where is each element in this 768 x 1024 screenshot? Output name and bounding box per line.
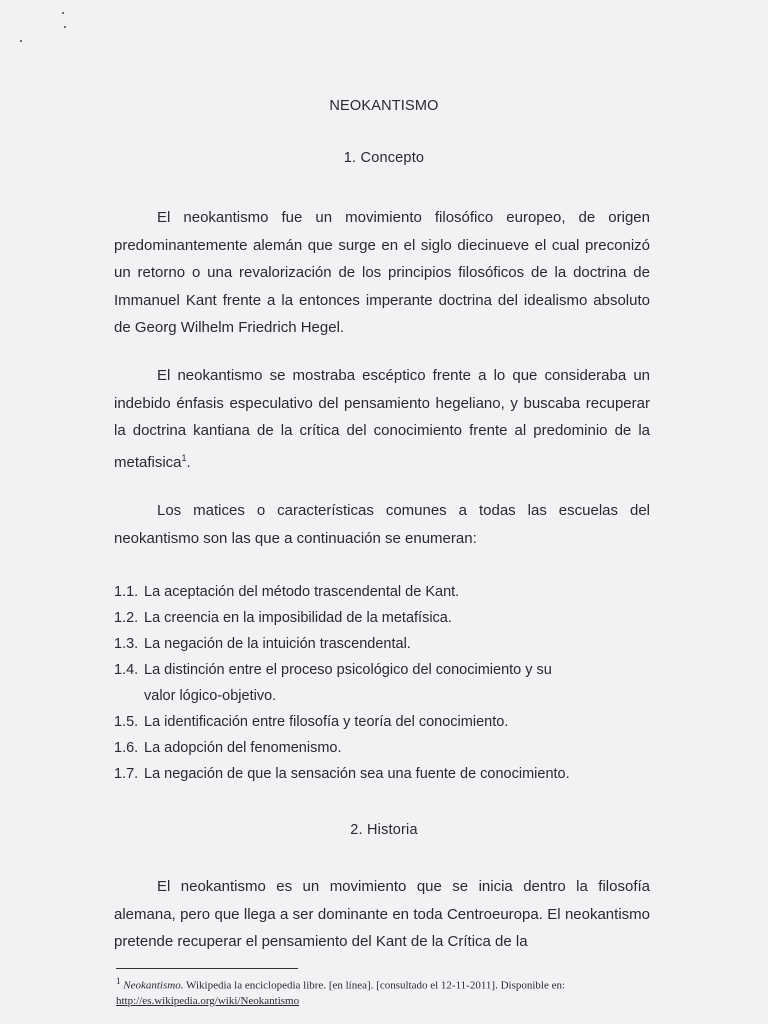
list-item-number: 1.4. (114, 662, 139, 678)
footnote-marker: 1 (116, 976, 121, 986)
list-item (114, 657, 564, 709)
list-item (114, 709, 674, 735)
list-item-text: La aceptación del método trascendental de Kant. (144, 584, 460, 600)
list-item-number: 1.6. (114, 740, 139, 756)
list-item-text: La negación de que la sensación sea una fuente de conocimiento. (144, 766, 570, 782)
footnote-reference: 1 (181, 452, 187, 463)
list-item (114, 761, 674, 787)
list-item-number: 1.2. (114, 610, 139, 626)
list-item-number: 1.1. (114, 584, 139, 600)
paragraph-history: El neokantismo es un movimiento que se inicia dentro la filosofía alemana, pero que llega a ser dominante en toda Centroeuropa. El neokantismo pretende recuperar el pensamiento del Kant de la Crítica de la (114, 878, 650, 950)
paragraph-skepticism-text: El neokantismo se mostraba escéptico frente a lo que consideraba un indebido énfasis especulativo del pensamiento hegeliano, y buscaba recuperar la doctrina kantiana de la crítica del conocimiento frente al predominio de la metafisica (114, 367, 650, 471)
scan-speck (64, 26, 66, 28)
page-title: NEOKANTISMO (329, 98, 439, 114)
section-heading-historia: 2. Historia (350, 822, 418, 838)
list-item (114, 631, 674, 657)
scan-speck (62, 12, 64, 14)
list-item-text: La identificación entre filosofía y teoría del conocimiento. (144, 714, 509, 730)
paragraph-skepticism: El neokantismo se mostraba escéptico frente a lo que consideraba un indebido énfasis especulativo del pensamiento hegeliano, y buscaba recuperar la doctrina kantiana de la crítica del conocimiento frente al predominio de la metafisica$^1$. (114, 367, 650, 471)
scan-speck (20, 40, 22, 42)
section-heading-concepto: 1. Concepto (343, 150, 425, 166)
footnote-divider (116, 968, 298, 969)
paragraph-definition: El neokantismo fue un movimiento filosófico europeo, de origen predominantemente alemán que surge en el siglo diecinueve el cual preconizó un retorno o una revalorización de los principios filosóficos de la doctrina de Immanuel Kant frente a la entonces imperante doctrina del idealismo absoluto de Georg Wilhelm Friedrich Hegel. (114, 209, 650, 336)
list-item-text: La distinción entre el proceso psicológico del conocimiento y su valor lógico-objetivo. (144, 662, 552, 704)
list-item-text: La creencia en la imposibilidad de la metafísica. (144, 610, 452, 626)
footnote (116, 974, 652, 1009)
list-item (114, 605, 674, 631)
footnote-link[interactable]: http://es.wikipedia.org/wiki/Neokantismo (116, 994, 300, 1007)
list-item-number: 1.7. (114, 766, 139, 782)
list-item (114, 735, 674, 761)
footnote-text: Wikipedia la enciclopedia libre. [en línea]. [consultado el 12-11-2011]. Disponible en: (186, 979, 566, 992)
list-item (114, 579, 674, 605)
list-item-number: 1.3. (114, 636, 139, 652)
footnote-source-title: Neokantismo. (123, 979, 184, 992)
list-item-text: La adopción del fenomenismo. (144, 740, 342, 756)
characteristics-list (114, 579, 674, 787)
list-item-text: La negación de la intuición trascendental. (144, 636, 411, 652)
paragraph-characteristics: Los matices o características comunes a todas las escuelas del neokantismo son las que a continuación se enumeran: (114, 502, 650, 547)
list-item-number: 1.5. (114, 714, 139, 730)
